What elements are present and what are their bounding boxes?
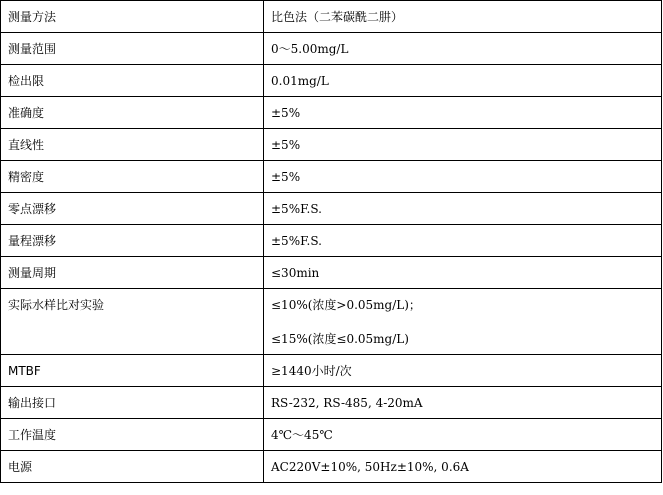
table-row-measurement-cycle bbox=[1, 257, 662, 289]
table-row-output-interface bbox=[1, 387, 662, 419]
table-row-zero-drift bbox=[1, 193, 662, 225]
row-label: 量程漂移 bbox=[1, 225, 264, 257]
table-row-water-sample-comparison bbox=[1, 289, 662, 355]
row-label: 实际水样比对实验 bbox=[1, 289, 264, 355]
row-value-line-1: ≤10%(浓度>0.05mg/L)； bbox=[271, 298, 421, 312]
row-value: RS-232, RS-485, 4-20mA bbox=[264, 387, 662, 419]
row-label: 零点漂移 bbox=[1, 193, 264, 225]
table-row-operating-temperature bbox=[1, 419, 662, 451]
row-value: ≤30min bbox=[264, 257, 662, 289]
row-value: ≥1440小时/次 bbox=[264, 355, 662, 387]
table-row-measurement-method bbox=[1, 1, 662, 33]
row-label: 工作温度 bbox=[1, 419, 264, 451]
row-label: 测量周期 bbox=[1, 257, 264, 289]
row-value: ±5%F.S. bbox=[264, 193, 662, 225]
row-label: 输出接口 bbox=[1, 387, 264, 419]
table-row-precision bbox=[1, 161, 662, 193]
table-row-detection-limit bbox=[1, 65, 662, 97]
row-value-line-2: ≤15%(浓度≤0.05mg/L) bbox=[271, 332, 409, 346]
row-value: 4℃～45℃ bbox=[264, 419, 662, 451]
row-label: MTBF bbox=[1, 355, 264, 387]
row-value: ±5% bbox=[264, 129, 662, 161]
row-value: 比色法（二苯碳酰二肼） bbox=[264, 1, 662, 33]
row-label: 直线性 bbox=[1, 129, 264, 161]
table-row-power-supply bbox=[1, 451, 662, 483]
table-row-accuracy bbox=[1, 97, 662, 129]
row-label: 精密度 bbox=[1, 161, 264, 193]
row-label: 测量范围 bbox=[1, 33, 264, 65]
row-label: 检出限 bbox=[1, 65, 264, 97]
row-value: ±5% bbox=[264, 97, 662, 129]
table-row-span-drift bbox=[1, 225, 662, 257]
row-label: 电源 bbox=[1, 451, 264, 483]
table-row-linearity bbox=[1, 129, 662, 161]
table-row-measurement-range bbox=[1, 33, 662, 65]
row-value bbox=[264, 289, 662, 355]
row-value: AC220V±10%, 50Hz±10%, 0.6A bbox=[264, 451, 662, 483]
row-value: ±5% bbox=[264, 161, 662, 193]
row-value: 0～5.00mg/L bbox=[264, 33, 662, 65]
table-row-mtbf bbox=[1, 355, 662, 387]
row-label: 测量方法 bbox=[1, 1, 264, 33]
row-value: 0.01mg/L bbox=[264, 65, 662, 97]
row-value: ±5%F.S. bbox=[264, 225, 662, 257]
row-label: 准确度 bbox=[1, 97, 264, 129]
